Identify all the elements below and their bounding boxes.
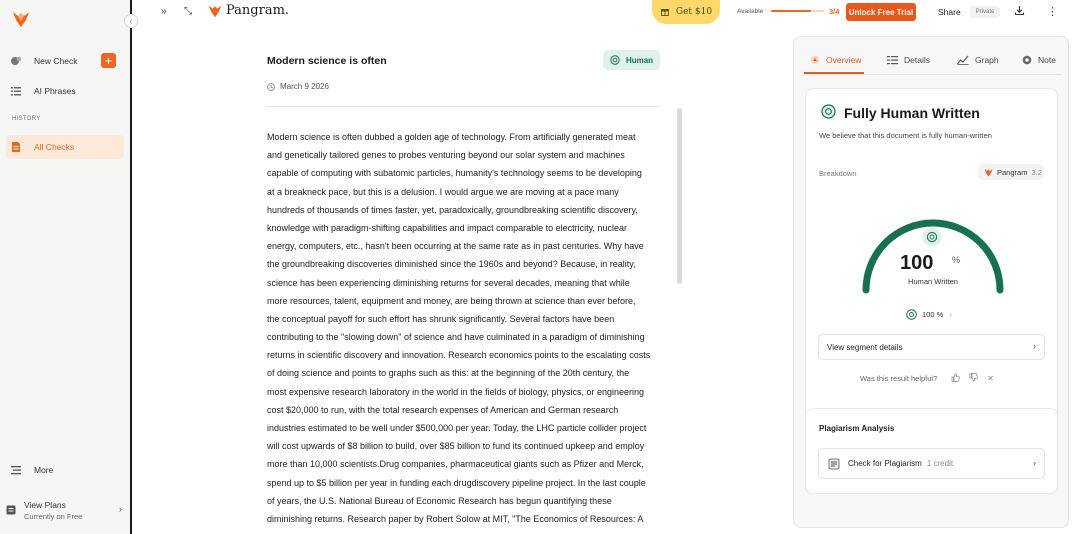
result-card: [805, 88, 1058, 435]
document-line: most expensive research laboratory in the world in the fields of biology, physics, or engineering: [267, 386, 645, 397]
breakdown-label: Breakdown: [819, 169, 857, 178]
tab-graph[interactable]: [957, 49, 999, 71]
plus-icon[interactable]: +: [101, 53, 116, 68]
pangram-logo-icon[interactable]: [12, 10, 30, 28]
tab-details-label: Details: [904, 55, 930, 65]
sidebar: [0, 0, 132, 534]
nav-more-label: More: [34, 465, 54, 475]
document-line: knowledge with paradigm-shifting capabilities and impact comparable to electricity, nuclear: [267, 222, 628, 233]
available-progress-fill: [771, 10, 811, 12]
feedback-row: [860, 373, 994, 384]
share-button[interactable]: Share: [938, 7, 961, 17]
document-line: science has been experiencing diminishing returns for several decades, meaning that while: [267, 277, 630, 288]
check-plagiarism-label: Check for Plagiarism: [848, 459, 922, 468]
human-face-icon: [906, 309, 917, 320]
document-line: Modern science is often dubbed a golden age of technology. From artificially generated meat: [267, 132, 636, 142]
available-progress: [771, 10, 824, 12]
tabs-divider: [804, 74, 1062, 75]
gauge-unit: %: [952, 255, 961, 265]
close-icon[interactable]: ✕: [987, 374, 994, 383]
thumbs-down-icon[interactable]: [969, 373, 978, 384]
plagiarism-icon: [828, 458, 840, 470]
document-scrollbar[interactable]: [677, 108, 682, 284]
document-line: capable of computing with subatomic particles, humanity's technology seems to be developing: [267, 168, 642, 179]
pangram-logo-icon: [984, 168, 993, 177]
tab-note-label: Note: [1038, 55, 1056, 65]
result-title: Fully Human Written: [844, 105, 980, 121]
document-line: more resources, talent, equipment and money, are being thrown at science than ever before,: [267, 295, 636, 306]
document-line: will cost upwards of $8 billion to build, over $85 billion to fund its continued upkeep and employ: [267, 441, 645, 452]
new-check-icon: [10, 55, 22, 67]
plagiarism-title: Plagiarism Analysis: [819, 424, 895, 433]
nav-all-checks[interactable]: [6, 135, 124, 159]
available-count: 3/4: [829, 7, 840, 16]
document-line: of doing science and points to graphs such as this: at the beginning of the 20th century, the: [267, 368, 630, 379]
note-icon: [1022, 55, 1032, 65]
document-line: cost $20,000 to run, with the total research expenses of American and German research: [267, 404, 619, 415]
chevron-right-icon: ›: [119, 504, 122, 514]
plans-subtitle: Currently on Free: [24, 511, 83, 521]
result-subtitle: We believe that this document is fully human-written: [819, 131, 992, 140]
document-line: of years, the U.S. National Bureau of Economic Research has begun quantifying these: [267, 495, 612, 506]
document-line: and genetically tailored genes to probes venturing beyond our solar system and machines: [267, 150, 625, 161]
history-label: HISTORY: [12, 116, 41, 122]
chevron-right-icon: ›: [1033, 341, 1036, 351]
model-name: Pangram: [997, 167, 1028, 177]
document-date-text: March 9 2026: [280, 82, 329, 91]
graph-icon: [957, 55, 969, 65]
expand-icon[interactable]: »: [161, 6, 167, 17]
model-chip[interactable]: [978, 164, 1044, 180]
document-line: at a breakneck pace, but this is a delusion. I would argue we are moving at a pace many: [267, 186, 619, 197]
document-date: [267, 82, 329, 91]
sidebar-collapse-icon[interactable]: ‹: [124, 14, 138, 28]
promo-button[interactable]: [652, 0, 720, 24]
fullscreen-icon[interactable]: ⤡: [184, 6, 192, 17]
human-face-icon: [821, 104, 836, 119]
brand-name: Pangram.: [226, 3, 290, 18]
unlock-trial-button[interactable]: Unlock Free Trial: [846, 3, 916, 21]
kebab-icon[interactable]: ⋮: [1047, 6, 1058, 18]
human-face-icon: [922, 227, 942, 247]
tab-details[interactable]: [887, 49, 930, 71]
document-title: Modern science is often: [267, 55, 387, 67]
result-panel: [793, 36, 1069, 528]
top-bar: [134, 0, 1080, 24]
result-tabs: [804, 49, 1062, 73]
document-line: the conceptual payoff for such effort has shrunk significantly. Several factors have been: [267, 313, 615, 324]
available-label: Available: [737, 8, 764, 15]
download-icon[interactable]: [1014, 5, 1025, 16]
nav-ai-phrases[interactable]: [6, 79, 124, 103]
check-plagiarism-button[interactable]: [818, 448, 1045, 479]
human-badge-label: Human: [625, 55, 654, 65]
more-icon: [10, 464, 22, 476]
feedback-question: Was this result helpful?: [860, 374, 938, 383]
document-line: contributing to the "slowing down" of science and have culminated in a paradigm of diminishing: [267, 332, 645, 343]
document-line: hundreds of thousands of times faster, yet, paradoxically, groundbreaking scientific discovery,: [267, 204, 638, 215]
tab-overview[interactable]: [810, 49, 861, 71]
tab-overview-label: Overview: [826, 55, 862, 65]
chevron-right-icon: ›: [949, 310, 952, 319]
thumbs-up-icon[interactable]: [951, 373, 960, 384]
promo-label: Get $10: [675, 7, 713, 17]
document-line: industries estimated to be well under $500,000 per year. Today, the LHC particle collider project: [267, 423, 647, 433]
details-icon: [887, 55, 898, 65]
chevron-right-icon: ›: [1033, 458, 1036, 468]
document-line: spend up to $5 billion per year in funding each drugdiscovery pipeline project. In the last couple: [267, 477, 646, 488]
pangram-logo-icon: [208, 4, 222, 18]
nav-all-checks-label: All Checks: [34, 142, 75, 152]
all-checks-icon: [10, 141, 22, 153]
model-version: 3.2: [1031, 167, 1042, 177]
plagiarism-credit: 1 credit: [926, 459, 954, 468]
nav-ai-phrases-label: AI Phrases: [34, 86, 76, 96]
human-badge: [603, 50, 660, 70]
document-line: returns in scientific discovery and innovation. Research economics points to the escalating costs: [267, 350, 651, 361]
plans-title: View Plans: [24, 499, 66, 510]
document-divider: [267, 106, 660, 107]
plagiarism-card: [805, 408, 1058, 494]
plans-icon: [6, 505, 16, 515]
gift-icon: [660, 6, 670, 19]
privacy-badge[interactable]: Private: [970, 6, 1000, 18]
human-percentage-row[interactable]: [906, 309, 952, 320]
nav-new-check-label: New Check: [34, 56, 78, 66]
document-body: [267, 128, 669, 528]
view-segment-details-label: View segment details: [827, 342, 903, 352]
brand: [208, 3, 289, 18]
view-plans[interactable]: [6, 496, 126, 524]
tab-graph-label: Graph: [975, 55, 999, 65]
document-line: more than 10,000 scientists.Drug companies, pharmaceutical giants such as Pfizer and Merck,: [267, 459, 644, 470]
human-face-icon: [610, 55, 620, 65]
document-line: diminishing returns. Research paper by Robert Solow at MIT, "The Economics of Resources: A: [267, 513, 644, 524]
clock-icon: [267, 83, 275, 91]
gauge-label: Human Written: [908, 277, 958, 286]
human-percentage-value: 100 %: [922, 310, 944, 319]
gauge-value: 100: [900, 252, 934, 274]
ai-phrases-icon: [10, 85, 22, 97]
document-line: energy, computers, etc., hasn't been occurring at the same rate as in past centuries. Why have: [267, 241, 644, 252]
view-segment-details-button[interactable]: [818, 334, 1045, 360]
overview-icon: [810, 55, 820, 65]
tab-note[interactable]: [1022, 49, 1056, 71]
nav-more[interactable]: [6, 458, 124, 482]
document-line: the groundbreaking discoveries diminished since the 1960s and beyond? Because, in reality,: [267, 259, 636, 270]
